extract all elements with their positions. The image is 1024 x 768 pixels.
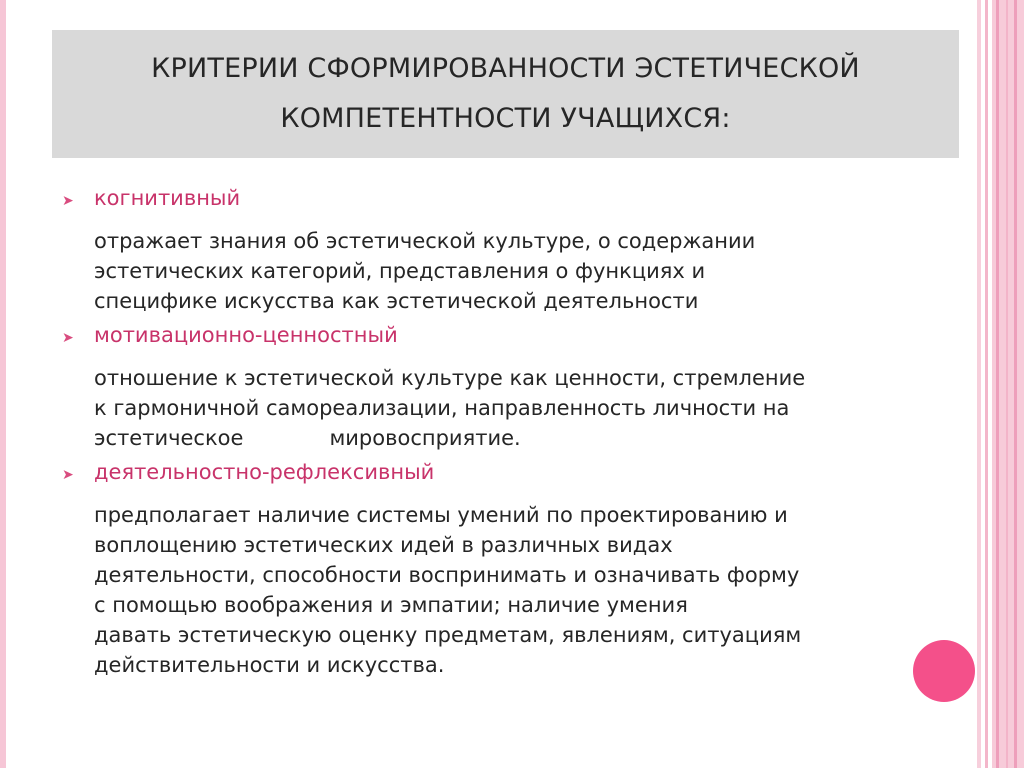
criteria-list xyxy=(60,185,960,680)
description-line xyxy=(94,423,974,453)
criterion-activity-reflexive xyxy=(60,459,960,680)
decorative-pink-circle xyxy=(913,640,975,702)
description-line: специфике искусства как эстетической деятельности xyxy=(94,289,699,313)
title-box xyxy=(52,30,959,158)
right-border-stripe xyxy=(977,0,981,768)
description-line: с помощью воображения и эмпатии; наличие умения xyxy=(94,593,688,617)
left-border-stripe xyxy=(0,0,6,768)
right-border-stripe xyxy=(985,0,988,768)
description-line: давать эстетическую оценку предметам, явлениям, ситуациям xyxy=(94,623,802,647)
description-line: деятельности, способности воспринимать и означивать форму xyxy=(94,563,800,587)
description-line: воплощению эстетических идей в различных видах xyxy=(94,533,673,557)
criterion-header xyxy=(60,185,960,220)
description-line: предполагает наличие системы умений по проектированию и xyxy=(94,503,788,527)
description-word: мировосприятие. xyxy=(329,426,521,450)
chevron-right-icon: ➤ xyxy=(62,193,74,209)
description-line: эстетических категорий, представления о функциях и xyxy=(94,259,706,283)
chevron-right-icon: ➤ xyxy=(62,467,74,483)
right-border-stripe xyxy=(996,0,999,768)
right-border-stripe xyxy=(1014,0,1017,768)
criterion-header xyxy=(60,459,960,494)
description-line: отражает знания об эстетической культуре, о содержании xyxy=(94,229,756,253)
criterion-cognitive xyxy=(60,185,960,316)
criterion-heading: когнитивный xyxy=(94,186,241,210)
slide-title xyxy=(106,44,906,144)
criterion-header xyxy=(60,322,960,357)
right-border-stripe xyxy=(1006,0,1008,768)
description-line: к гармоничной самореализации, направленность личности на xyxy=(94,396,790,420)
criterion-description xyxy=(94,226,974,316)
criterion-heading: деятельностно-рефлексивный xyxy=(94,460,435,484)
criterion-description xyxy=(94,500,974,680)
description-word: эстетическое xyxy=(94,426,244,450)
criterion-description xyxy=(94,363,974,453)
slide-title-line-1: КРИТЕРИИ СФОРМИРОВАННОСТИ ЭСТЕТИЧЕСКОЙ xyxy=(151,53,860,84)
chevron-right-icon: ➤ xyxy=(62,330,74,346)
description-line: действительности и искусства. xyxy=(94,653,445,677)
description-line: отношение к эстетической культуре как ценности, стремление xyxy=(94,366,806,390)
criterion-motivational xyxy=(60,322,960,453)
slide-title-line-2: КОМПЕТЕНТНОСТИ УЧАЩИХСЯ: xyxy=(280,103,731,134)
criterion-heading: мотивационно-ценностный xyxy=(94,323,398,347)
